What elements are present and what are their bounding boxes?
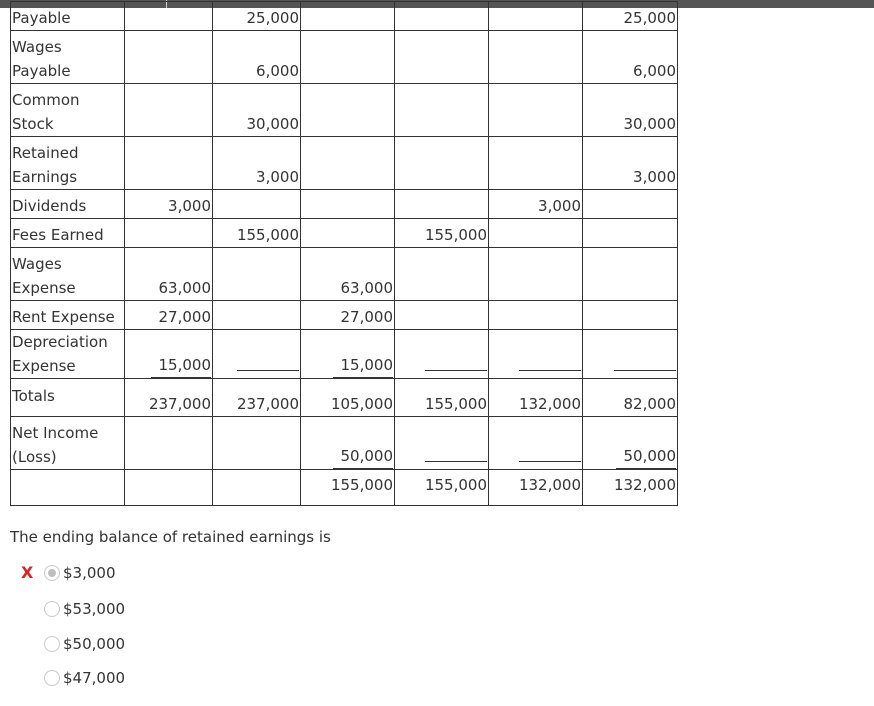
cell: 155,000 bbox=[395, 379, 489, 417]
table-row bbox=[11, 31, 678, 84]
option-label: $50,000 bbox=[63, 635, 126, 653]
cell: 132,000 bbox=[489, 379, 583, 417]
account-name: Dividends bbox=[11, 190, 125, 219]
account-name: Common Stock bbox=[11, 84, 125, 137]
cell bbox=[583, 219, 678, 248]
cell bbox=[395, 330, 489, 379]
cell bbox=[489, 31, 583, 84]
account-name: Retained Earnings bbox=[11, 137, 125, 190]
cell bbox=[395, 417, 489, 470]
cell bbox=[489, 248, 583, 301]
cell bbox=[213, 470, 301, 506]
radio-button[interactable] bbox=[44, 601, 60, 617]
cell: 155,000 bbox=[213, 219, 301, 248]
cell bbox=[489, 219, 583, 248]
cell: 3,000 bbox=[583, 137, 678, 190]
cell bbox=[301, 31, 395, 84]
cell bbox=[489, 301, 583, 330]
cell bbox=[583, 248, 678, 301]
cell bbox=[395, 301, 489, 330]
cell bbox=[489, 330, 583, 379]
cell: 237,000 bbox=[213, 379, 301, 417]
blank-line bbox=[425, 350, 487, 371]
cell bbox=[489, 2, 583, 31]
table-row bbox=[11, 137, 678, 190]
cell bbox=[395, 137, 489, 190]
account-name: Totals bbox=[11, 379, 125, 417]
table-row bbox=[11, 190, 678, 219]
cell bbox=[301, 417, 395, 470]
cell bbox=[301, 2, 395, 31]
blank-line bbox=[237, 350, 299, 371]
cell: 6,000 bbox=[213, 31, 301, 84]
account-name: Depreciation Expense bbox=[11, 330, 125, 379]
cell: 63,000 bbox=[301, 248, 395, 301]
cell: 155,000 bbox=[301, 470, 395, 506]
cell bbox=[395, 84, 489, 137]
table-row bbox=[11, 248, 678, 301]
cell bbox=[583, 417, 678, 470]
cell bbox=[125, 417, 213, 470]
table-row bbox=[11, 301, 678, 330]
worksheet-table bbox=[10, 1, 678, 506]
blank-line bbox=[614, 350, 676, 371]
cell: 63,000 bbox=[125, 248, 213, 301]
question-prompt: The ending balance of retained earnings is bbox=[10, 528, 331, 546]
table-row bbox=[11, 330, 678, 379]
cell: 25,000 bbox=[583, 2, 678, 31]
cell: 3,000 bbox=[213, 137, 301, 190]
cell: 25,000 bbox=[213, 2, 301, 31]
cell bbox=[301, 190, 395, 219]
account-name: Payable bbox=[11, 2, 125, 31]
cell bbox=[583, 301, 678, 330]
cell: 27,000 bbox=[301, 301, 395, 330]
account-name bbox=[11, 470, 125, 506]
cell bbox=[583, 190, 678, 219]
cell bbox=[583, 330, 678, 379]
table-row-totals bbox=[11, 379, 678, 417]
table-row bbox=[11, 84, 678, 137]
cell: 155,000 bbox=[395, 470, 489, 506]
underlined-value: 15,000 bbox=[333, 353, 393, 378]
cell bbox=[213, 190, 301, 219]
cell: 30,000 bbox=[213, 84, 301, 137]
cell bbox=[125, 137, 213, 190]
cell bbox=[301, 84, 395, 137]
option-label: $47,000 bbox=[63, 669, 126, 687]
cell bbox=[213, 330, 301, 379]
cell: 155,000 bbox=[395, 219, 489, 248]
cell bbox=[125, 31, 213, 84]
cell: 82,000 bbox=[583, 379, 678, 417]
account-name: Wages Payable bbox=[11, 31, 125, 84]
cell bbox=[301, 137, 395, 190]
answer-option[interactable] bbox=[44, 634, 125, 654]
underlined-value: 50,000 bbox=[333, 444, 393, 469]
table-row bbox=[11, 219, 678, 248]
cell bbox=[213, 417, 301, 470]
underlined-value: 15,000 bbox=[151, 353, 211, 378]
cell bbox=[301, 330, 395, 379]
cell bbox=[489, 84, 583, 137]
table-row bbox=[11, 2, 678, 31]
cell bbox=[301, 219, 395, 248]
answer-option[interactable] bbox=[44, 668, 125, 688]
underlined-value: 50,000 bbox=[616, 444, 676, 469]
radio-button[interactable] bbox=[44, 636, 60, 652]
option-label: $3,000 bbox=[63, 564, 116, 582]
cell bbox=[489, 417, 583, 470]
cell: 27,000 bbox=[125, 301, 213, 330]
answer-option[interactable] bbox=[44, 599, 125, 619]
cell bbox=[395, 248, 489, 301]
option-label: $53,000 bbox=[63, 600, 126, 618]
cell: 6,000 bbox=[583, 31, 678, 84]
incorrect-icon: X bbox=[21, 563, 34, 582]
cell bbox=[213, 301, 301, 330]
table-row bbox=[11, 470, 678, 506]
table-row bbox=[11, 417, 678, 470]
cell bbox=[395, 190, 489, 219]
radio-button[interactable] bbox=[44, 670, 60, 686]
cell: 132,000 bbox=[583, 470, 678, 506]
cell bbox=[395, 31, 489, 84]
account-name: Rent Expense bbox=[11, 301, 125, 330]
account-name: Wages Expense bbox=[11, 248, 125, 301]
cell bbox=[125, 219, 213, 248]
account-name: Fees Earned bbox=[11, 219, 125, 248]
cell bbox=[489, 137, 583, 190]
cell: 3,000 bbox=[125, 190, 213, 219]
cell bbox=[125, 470, 213, 506]
cell bbox=[125, 2, 213, 31]
cell bbox=[213, 248, 301, 301]
cell bbox=[125, 84, 213, 137]
answer-option[interactable] bbox=[44, 563, 116, 583]
cell: 132,000 bbox=[489, 470, 583, 506]
cell bbox=[395, 2, 489, 31]
blank-line bbox=[519, 441, 581, 462]
radio-button[interactable] bbox=[44, 565, 60, 581]
cell: 105,000 bbox=[301, 379, 395, 417]
cell bbox=[125, 330, 213, 379]
cell: 237,000 bbox=[125, 379, 213, 417]
cell: 3,000 bbox=[489, 190, 583, 219]
cell: 30,000 bbox=[583, 84, 678, 137]
blank-line bbox=[425, 441, 487, 462]
blank-line bbox=[519, 350, 581, 371]
account-name: Net Income (Loss) bbox=[11, 417, 125, 470]
